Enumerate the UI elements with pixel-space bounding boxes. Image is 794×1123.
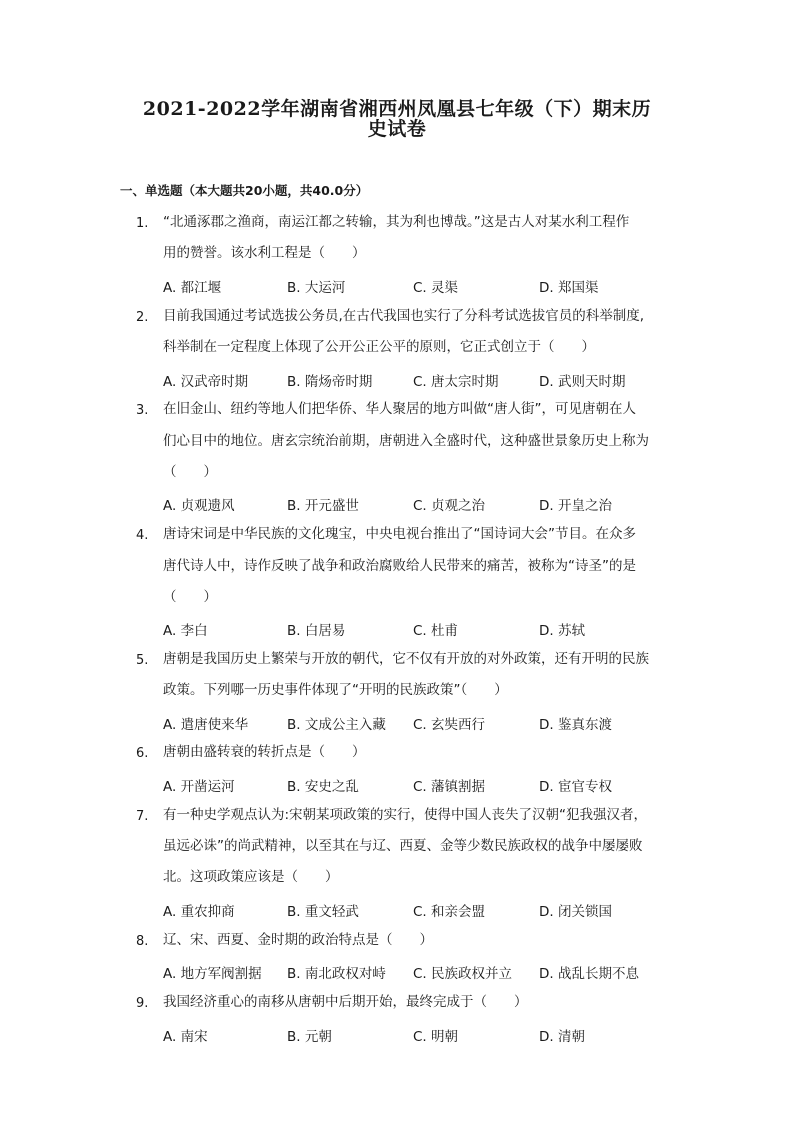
question-number: 1.	[136, 216, 149, 231]
option-c[interactable]: C. 灵渠	[413, 280, 459, 296]
question-text-line: 唐代诗人中，诗作反映了战争和政治腐败给人民带来的痛苦，被称为“诗圣”的是	[163, 558, 636, 574]
option-d[interactable]: D. 苏轼	[539, 623, 585, 639]
question-number: 4.	[136, 528, 149, 543]
question-text-line: 政策。下列哪一历史事件体现了“开明的民族政策”（ ）	[163, 682, 508, 698]
option-b[interactable]: B. 大运河	[287, 280, 346, 296]
option-b[interactable]: B. 重文轻武	[287, 904, 359, 920]
option-a[interactable]: A. 李白	[163, 623, 208, 639]
option-c[interactable]: C. 贞观之治	[413, 498, 486, 514]
option-a[interactable]: A. 遣唐使来华	[163, 717, 249, 733]
exam-title-line-2: 史试卷	[367, 118, 427, 140]
option-c[interactable]: C. 玄奘西行	[413, 717, 486, 733]
option-d[interactable]: D. 宦官专权	[539, 779, 612, 795]
option-b[interactable]: B. 元朝	[287, 1029, 332, 1045]
option-c[interactable]: C. 民族政权并立	[413, 966, 513, 982]
question-number: 2.	[136, 310, 149, 325]
option-a[interactable]: A. 地方军阀割据	[163, 966, 262, 982]
question-number: 9.	[136, 996, 149, 1011]
question-text-line: 在旧金山、纽约等地人们把华侨、华人聚居的地方叫做“唐人街”，可见唐朝在人	[163, 401, 636, 417]
question-text-line: 有一种史学观点认为:宋朝某项政策的实行，使得中国人丧失了汉朝“犯我强汉者，	[163, 807, 648, 823]
question-text-line: 唐诗宋词是中华民族的文化瑰宝，中央电视台推出了“国诗词大会”节目。在众多	[163, 526, 636, 542]
question-text-line: 科举制在一定程度上体现了公开公正公平的原则，它正式创立于（ ）	[163, 339, 595, 355]
question-number: 7.	[136, 809, 149, 824]
question-text-line: （ ）	[163, 464, 217, 480]
question-text-line: 北。这项政策应该是（ ）	[163, 869, 339, 885]
option-c[interactable]: C. 明朝	[413, 1029, 459, 1045]
option-d[interactable]: D. 战乱长期不息	[539, 966, 639, 982]
option-d[interactable]: D. 清朝	[539, 1029, 585, 1045]
question-text-line: 们心目中的地位。唐玄宗统治前期，唐朝进入全盛时代，这种盛世景象历史上称为	[163, 433, 649, 449]
question-text-line: 用的赞誉。该水利工程是（ ）	[163, 245, 366, 261]
section-heading: 一、单选题（本大题共20小题，共40.0分）	[120, 183, 369, 198]
option-b[interactable]: B. 南北政权对峙	[287, 966, 386, 982]
question-text-line: “北通涿郡之渔商，南运江都之转输，其为利也博哉。”这是古人对某水利工程作	[163, 214, 630, 230]
question-number: 3.	[136, 403, 149, 418]
option-a[interactable]: A. 开凿运河	[163, 779, 235, 795]
option-c[interactable]: C. 和亲会盟	[413, 904, 486, 920]
option-a[interactable]: A. 都江堰	[163, 280, 222, 296]
question-number: 8.	[136, 934, 149, 949]
question-text-line: 目前我国通过考试选拔公务员,在古代我国也实行了分科考试选拔官员的科举制度,	[163, 308, 645, 324]
option-d[interactable]: D. 郑国渠	[539, 280, 599, 296]
question-text-line: 辽、宋、西夏、金时期的政治特点是（ ）	[163, 932, 433, 948]
question-text-line: 我国经济重心的南移从唐朝中后期开始，最终完成于（ ）	[163, 994, 528, 1010]
option-c[interactable]: C. 杜甫	[413, 623, 459, 639]
question-text-line: 唐朝是我国历史上繁荣与开放的朝代，它不仅有开放的对外政策，还有开明的民族	[163, 651, 649, 667]
question-number: 5.	[136, 653, 149, 668]
option-c[interactable]: C. 藩镇割据	[413, 779, 486, 795]
question-text-line: 虽远必诛”的尚武精神，以至其在与辽、西夏、金等少数民族政权的战争中屡屡败	[163, 838, 643, 854]
option-b[interactable]: B. 文成公主入藏	[287, 717, 386, 733]
option-a[interactable]: A. 汉武帝时期	[163, 374, 249, 390]
option-d[interactable]: D. 闭关锁国	[539, 904, 612, 920]
option-b[interactable]: B. 开元盛世	[287, 498, 359, 514]
option-b[interactable]: B. 隋炀帝时期	[287, 374, 373, 390]
option-d[interactable]: D. 武则天时期	[539, 374, 626, 390]
option-a[interactable]: A. 贞观遗风	[163, 498, 235, 514]
option-d[interactable]: D. 鉴真东渡	[539, 717, 612, 733]
question-text-line: 唐朝由盛转衰的转折点是（ ）	[163, 744, 366, 760]
exam-title-line-1: 2021-2022学年湖南省湘西州凤凰县七年级（下）期末历	[142, 98, 652, 120]
option-d[interactable]: D. 开皇之治	[539, 498, 612, 514]
question-text-line: （ ）	[163, 589, 217, 605]
option-b[interactable]: B. 安史之乱	[287, 779, 359, 795]
option-b[interactable]: B. 白居易	[287, 623, 346, 639]
question-number: 6.	[136, 746, 149, 761]
option-c[interactable]: C. 唐太宗时期	[413, 374, 499, 390]
option-a[interactable]: A. 南宋	[163, 1029, 208, 1045]
option-a[interactable]: A. 重农抑商	[163, 904, 235, 920]
